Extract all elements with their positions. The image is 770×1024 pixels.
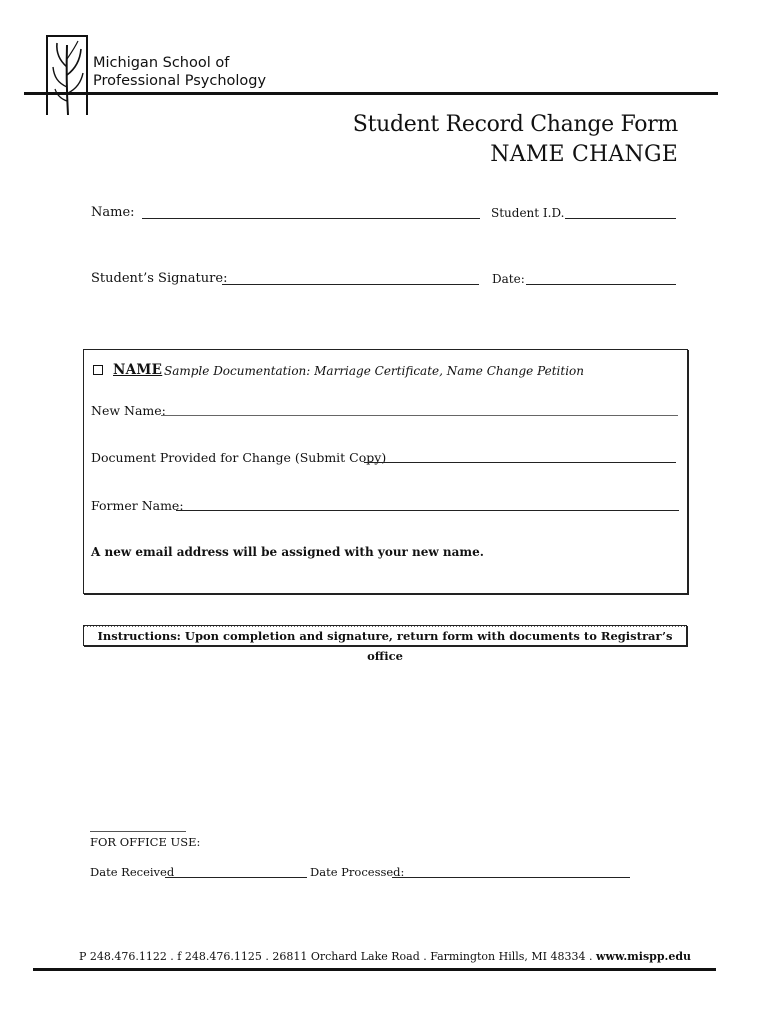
instructions-text: Instructions: Upon completion and signature, return form with documents to Registrar’s office — [97, 629, 673, 663]
name-label: Name: — [91, 205, 135, 220]
name-change-checkbox[interactable] — [93, 365, 103, 375]
school-name-line2: Professional Psychology — [93, 73, 267, 89]
form-title — [353, 110, 678, 170]
office-use-rule — [90, 831, 186, 832]
date-field[interactable] — [526, 284, 676, 285]
name-section-heading: NAME — [113, 362, 163, 378]
former-name-label: Former Name: — [91, 498, 184, 513]
footer-rule — [33, 968, 716, 971]
school-logo — [46, 35, 88, 115]
new-name-label: New Name: — [91, 403, 166, 418]
office-use-heading: FOR OFFICE USE: — [90, 835, 201, 849]
email-note: A new email address will be assigned with your new name. — [91, 545, 484, 559]
form-title-line1: Student Record Change Form — [352, 112, 678, 137]
form-title-line2: NAME CHANGE — [490, 142, 678, 167]
header-rule — [24, 92, 718, 95]
new-name-field[interactable] — [161, 415, 678, 416]
document-provided-label: Document Provided for Change (Submit Copy) — [91, 450, 387, 465]
date-processed-label: Date Processed: — [310, 865, 405, 879]
signature-label: Student’s Signature: — [91, 271, 228, 286]
instructions-bar — [83, 625, 687, 663]
school-name-line1: Michigan School of — [93, 55, 230, 71]
footer-contact — [0, 950, 770, 963]
student-id-label: Student I.D. — [491, 206, 565, 220]
document-provided-field[interactable] — [364, 462, 676, 463]
sample-documentation: Sample Documentation: Marriage Certificate, Name Change Petition — [164, 364, 585, 378]
signature-field[interactable] — [222, 284, 479, 285]
date-processed-field[interactable] — [392, 877, 630, 878]
name-change-section — [83, 349, 688, 594]
date-received-field[interactable] — [165, 877, 307, 878]
footer-website-link[interactable]: www.mispp.edu — [596, 950, 692, 963]
former-name-field[interactable] — [176, 510, 679, 511]
name-field[interactable] — [142, 218, 480, 219]
date-label: Date: — [492, 272, 525, 286]
grass-logo-icon — [48, 37, 88, 117]
footer-contact-info: P 248.476.1122 . f 248.476.1125 . 26811 Orchard Lake Road . Farmington Hills, MI 48334 . — [78, 950, 597, 963]
school-name — [93, 54, 266, 90]
student-id-field[interactable] — [565, 218, 676, 219]
date-received-label: Date Received — [90, 865, 175, 879]
